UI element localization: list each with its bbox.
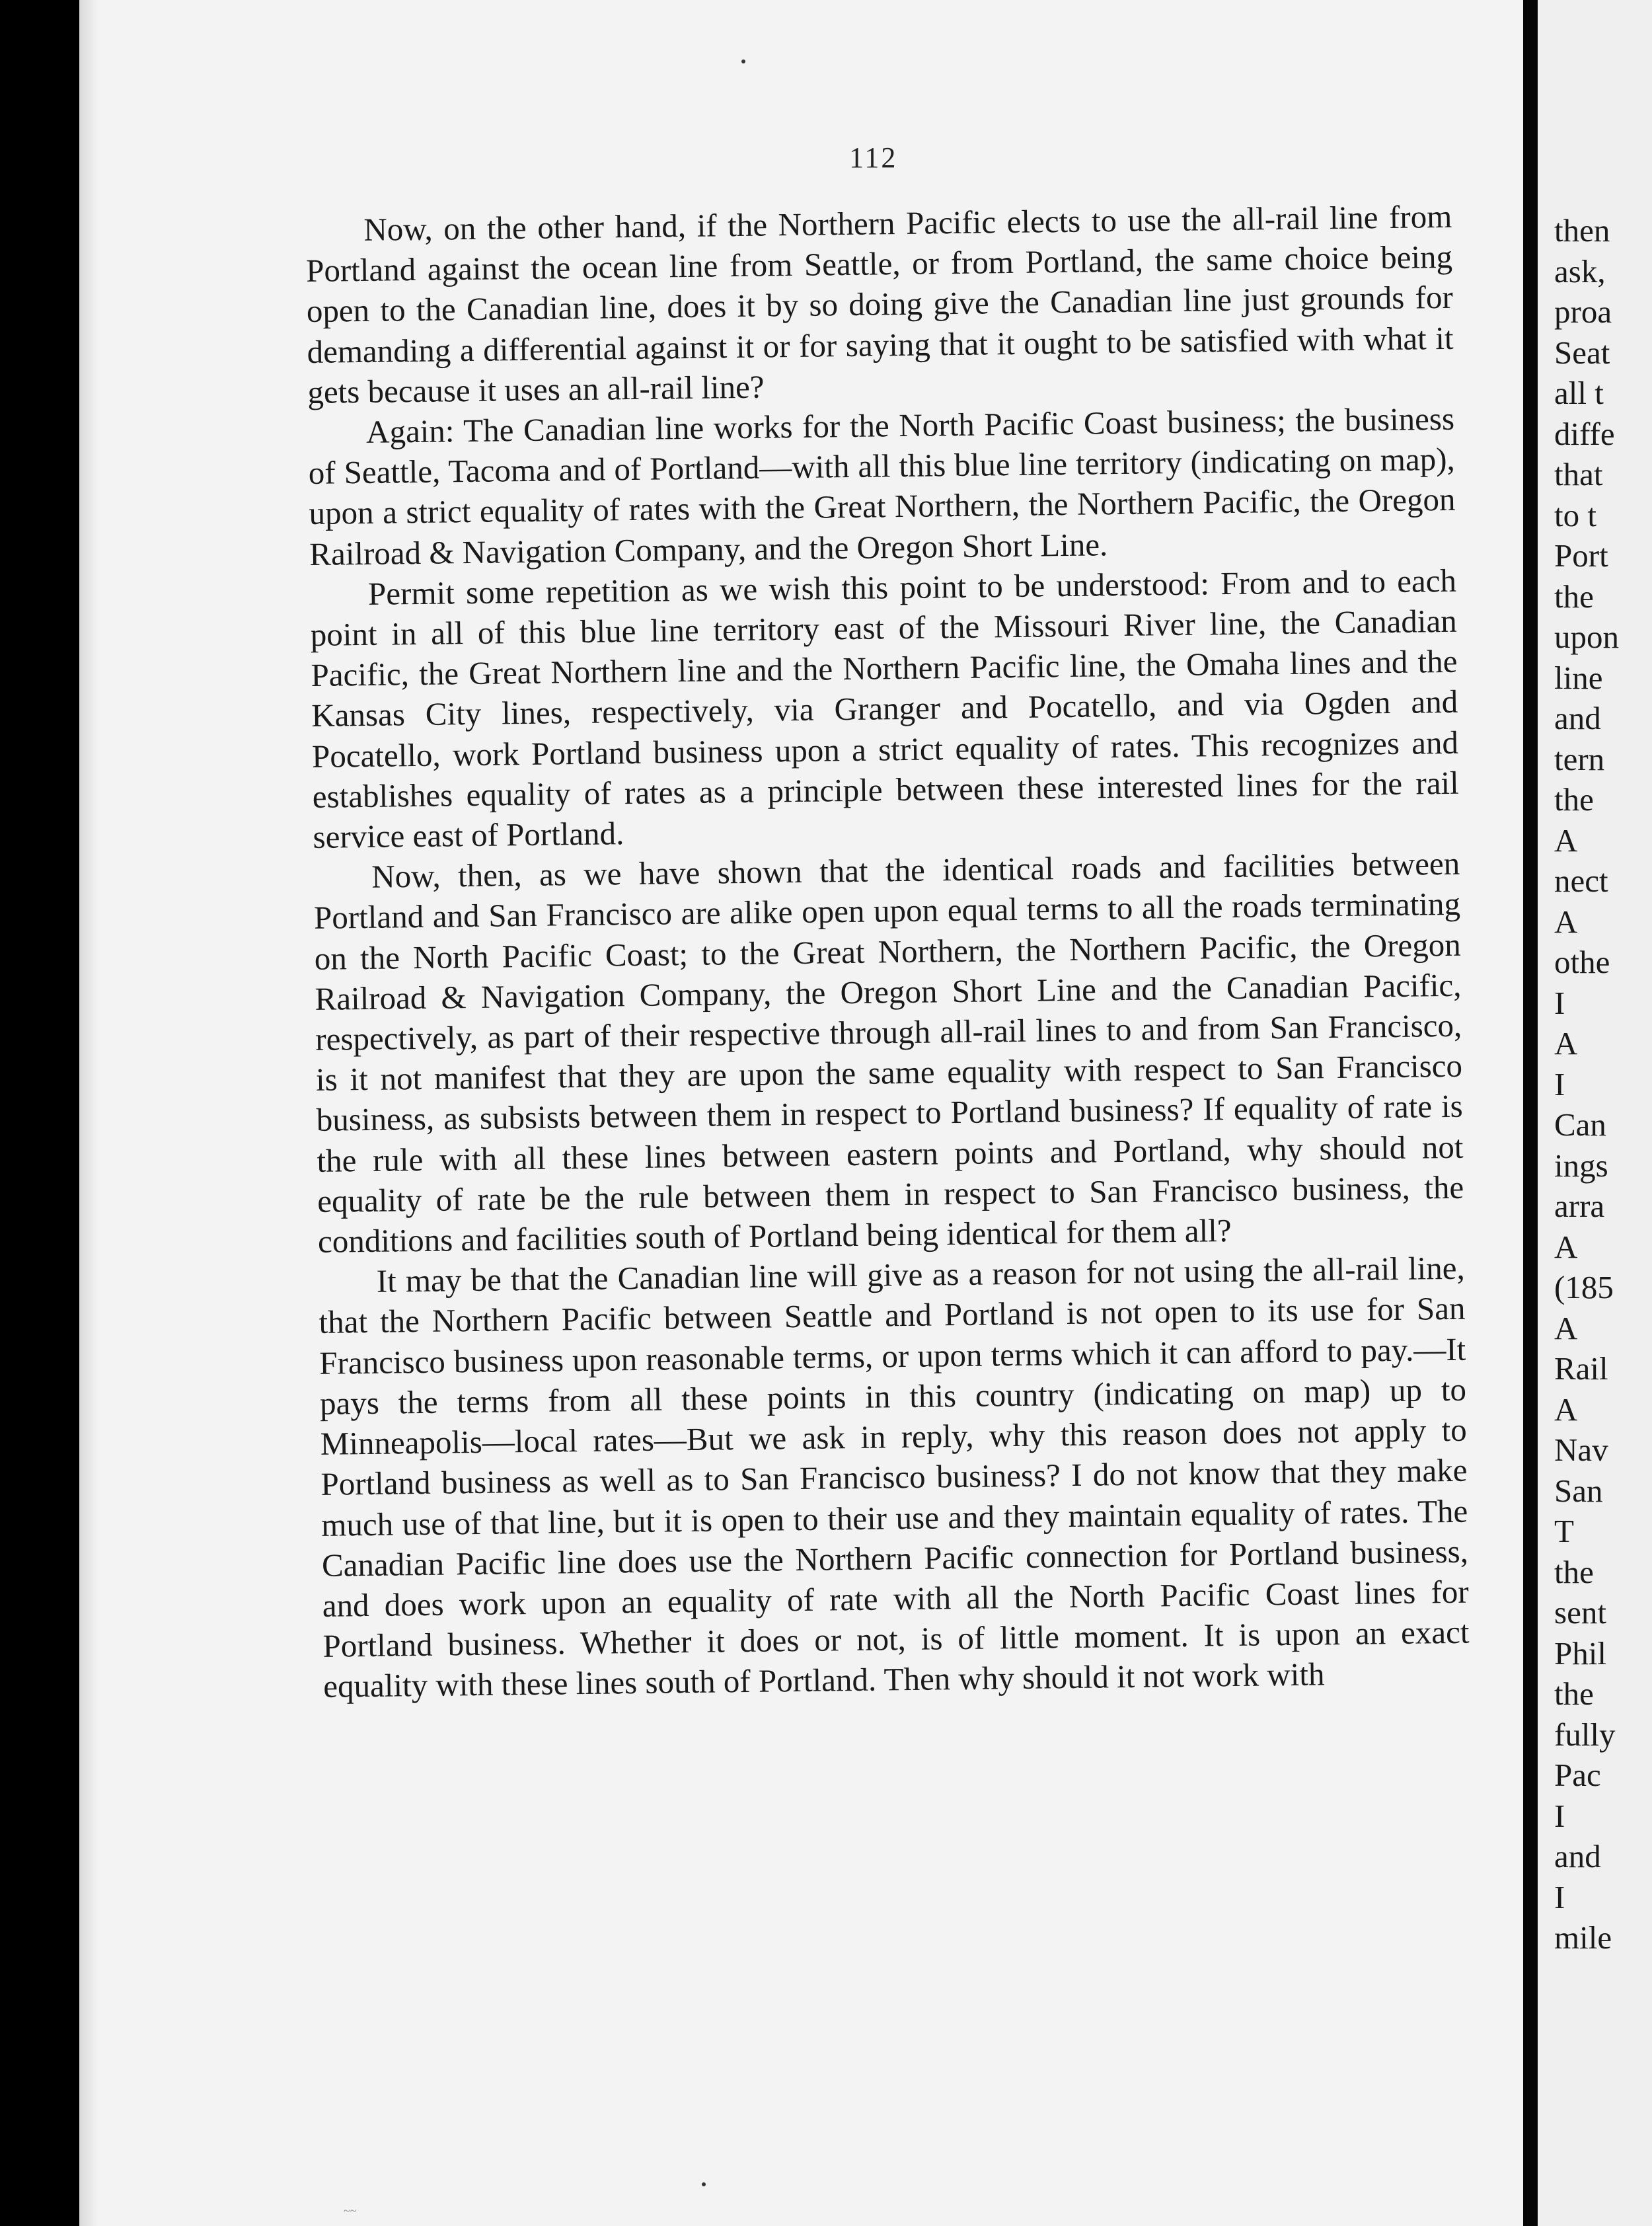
- body-text: [305, 196, 1470, 1707]
- right-page-line: I: [1554, 984, 1565, 1021]
- paragraph: Permit some repetition as we wish this point to be understood: From and to each point in all of this blue line territory east of the Missouri River line, the Canadian Pacific, the Great Northern line and the Northern Pacific line, the Omaha lines and the Kansas City lines, respectively, via Granger and Pocatello, and via Ogden and Pocatello, work Portland business upon a strict equality of rates. This recognizes and establishes equality of rates as a principle between these interested lines for the rail service east of Portland.: [310, 562, 1460, 855]
- ink-speck: [702, 2182, 706, 2186]
- right-page-line: San: [1554, 1472, 1603, 1509]
- right-page-line: the: [1554, 1675, 1594, 1712]
- right-page-line: (185: [1554, 1269, 1614, 1305]
- right-page-line: that: [1554, 456, 1603, 492]
- right-page-line: A: [1554, 822, 1578, 859]
- right-page-line: A: [1554, 1309, 1578, 1346]
- right-page-line: I: [1554, 1065, 1565, 1102]
- paragraph: It may be that the Canadian line will give as a reason for not using the all-rail line, that the Northern Pacific between Seattle and Portland is not open to its use for San Francisco business upon reasonable terms, or upon terms which it can afford to pay.—It pays the terms from all these points in this country (indicating on map) up to Minneapolis—local rates—But we ask in reply, why this reason does not apply to Portland business as well as to San Francisco business? I do not know that they make much use of that line, but it is open to their use and they maintain equality of rates. The Canadian Pacific line does use the Northern Pacific connection for Portland business, and does work upon an equality of rate with all the North Pacific Coast lines for Portland business. Whether it does or not, is of little moment. It is upon an exact equality with these lines south of Portland. Then why should it not work with: [319, 1249, 1470, 1705]
- right-page-line: Phil: [1554, 1634, 1606, 1671]
- book-gutter: [1523, 0, 1538, 2226]
- right-page-line: I: [1554, 1878, 1565, 1915]
- page-number: 112: [849, 141, 898, 174]
- right-page-line: Seat: [1554, 334, 1610, 371]
- right-page-line: tern: [1554, 740, 1605, 777]
- right-page-line: T: [1554, 1513, 1574, 1549]
- right-page-line: A: [1554, 903, 1578, 940]
- right-page-line: ask,: [1554, 252, 1606, 289]
- right-page-line: othe: [1554, 944, 1610, 980]
- right-page-line: all t: [1554, 375, 1604, 411]
- right-page-line: and: [1554, 1838, 1601, 1874]
- paragraph: Again: The Canadian line works for the North Pacific Coast business; the business of Seattle, Tacoma and of Portland—with all this blue line territory (indicating on map), upon a strict equality of rates with the Great Northern, the Northern Pacific, the Oregon Railroad & Navigation Company, and the Oregon Short Line.: [308, 400, 1456, 572]
- right-page-line: Nav: [1554, 1432, 1608, 1468]
- right-page-line: ings: [1554, 1147, 1608, 1184]
- ink-speck: [741, 59, 745, 63]
- right-page-line: upon: [1554, 619, 1619, 655]
- right-page-line: to t: [1554, 496, 1596, 533]
- right-page-line: mile: [1554, 1919, 1612, 1956]
- right-page-line: Rail: [1554, 1350, 1608, 1387]
- right-page-line: Can: [1554, 1106, 1606, 1143]
- right-page-line: the: [1554, 1553, 1594, 1590]
- paragraph: Now, on the other hand, if the Northern Pacific elects to use the all-rail line from Portland against the ocean line from Seattle, or from Portland, the same choice being open to the Canadian line, does it by so doing give the Canadian line just grounds for demanding a differential against it or for saying that it ought to be satisfied with what it gets because it uses an all-rail line?: [305, 198, 1454, 410]
- scan-mark: ~~: [344, 2204, 357, 2217]
- paragraph: Now, then, as we have shown that the identical roads and facilities between Portland and San Francisco are alike open upon equal terms to all the roads terminating on the North Pacific Coast; to the Great Northern, the Northern Pacific, the Oregon Railroad & Navigation Company, the Oregon Short Line and the Canadian Pacific, respectively, as part of their respective through all-rail lines to and from San Francisco, is it not manifest that they are upon the same equality with respect to San Francisco business, as subsists between them in respect to Portland business? If equality of rate is the rule with all these lines between eastern points and Portland, why should not equality of rate be the rule between them in respect to San Francisco business, the conditions and facilities south of Portland being identical for them all?: [313, 845, 1464, 1260]
- right-page-text: [1554, 210, 1652, 1958]
- right-page-line: and: [1554, 700, 1601, 736]
- right-page-line: proa: [1554, 293, 1612, 330]
- right-page-line: I: [1554, 1797, 1565, 1834]
- right-page-line: the: [1554, 578, 1594, 615]
- right-page-line: Port: [1554, 537, 1608, 574]
- right-page-line: diffe: [1554, 415, 1615, 452]
- right-page-line: Pac: [1554, 1757, 1601, 1793]
- right-page-line: A: [1554, 1228, 1578, 1265]
- right-page-line: then: [1554, 212, 1610, 249]
- right-page-line: arra: [1554, 1188, 1605, 1224]
- right-page-line: the: [1554, 781, 1594, 818]
- right-page-line: line: [1554, 659, 1603, 696]
- right-page-line: sent: [1554, 1594, 1606, 1631]
- right-page-line: A: [1554, 1391, 1578, 1428]
- right-page-line: fully: [1554, 1716, 1616, 1753]
- right-page-line: A: [1554, 1025, 1578, 1061]
- right-page-line: nect: [1554, 863, 1608, 899]
